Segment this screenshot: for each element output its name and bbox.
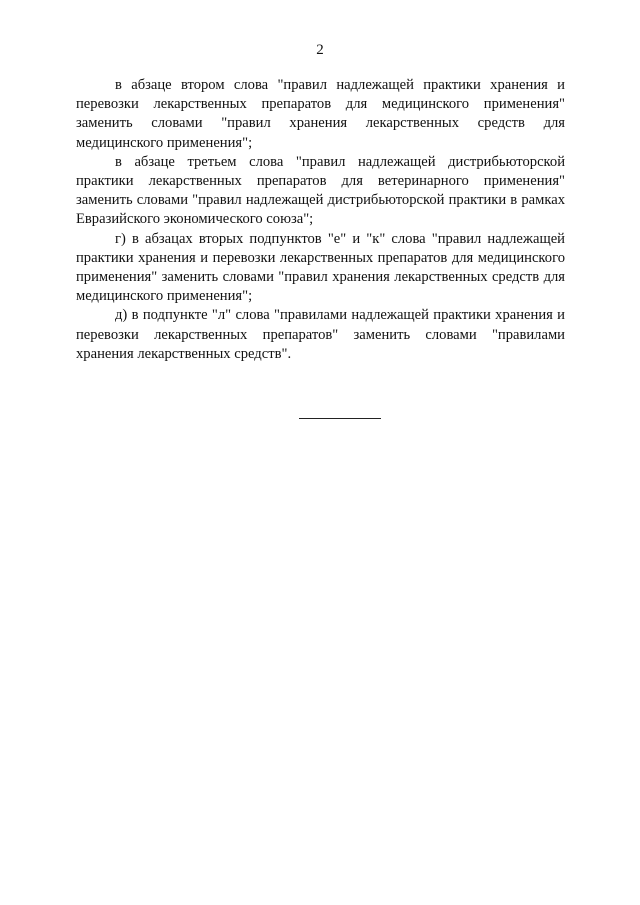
paragraph-third-abzats: в абзаце третьем слова "правил надлежащей дистрибьюторской практики лекарственных препаратов для ветеринарного применения" заменить словами "правил надлежащей дистрибьюторской практики в рамках Евразийского экономического союза"; (76, 153, 565, 228)
paragraph-item-d: д) в подпункте "л" слова "правилами надлежащей практики хранения и перевозки лекарственных препаратов" заменить словами "правилами хранения лекарственных средств". (76, 307, 565, 362)
paragraph-second-abzats: в абзаце втором слова "правил надлежащей практики хранения и перевозки лекарственных препаратов для медицинского применения" заменить словами "правил хранения лекарственных средств для медицинского применения"; (76, 77, 565, 151)
end-separator-line (299, 418, 381, 419)
page-number: 2 (316, 42, 324, 58)
document-body (76, 76, 565, 364)
paragraph-item-g: г) в абзацах вторых подпунктов "е" и "к" слова "правил надлежащей практики хранения и перевозки лекарственных препаратов для медицинского применения" заменить словами "правил хранения лекарственных средств для медицинского применения"; (76, 230, 565, 305)
